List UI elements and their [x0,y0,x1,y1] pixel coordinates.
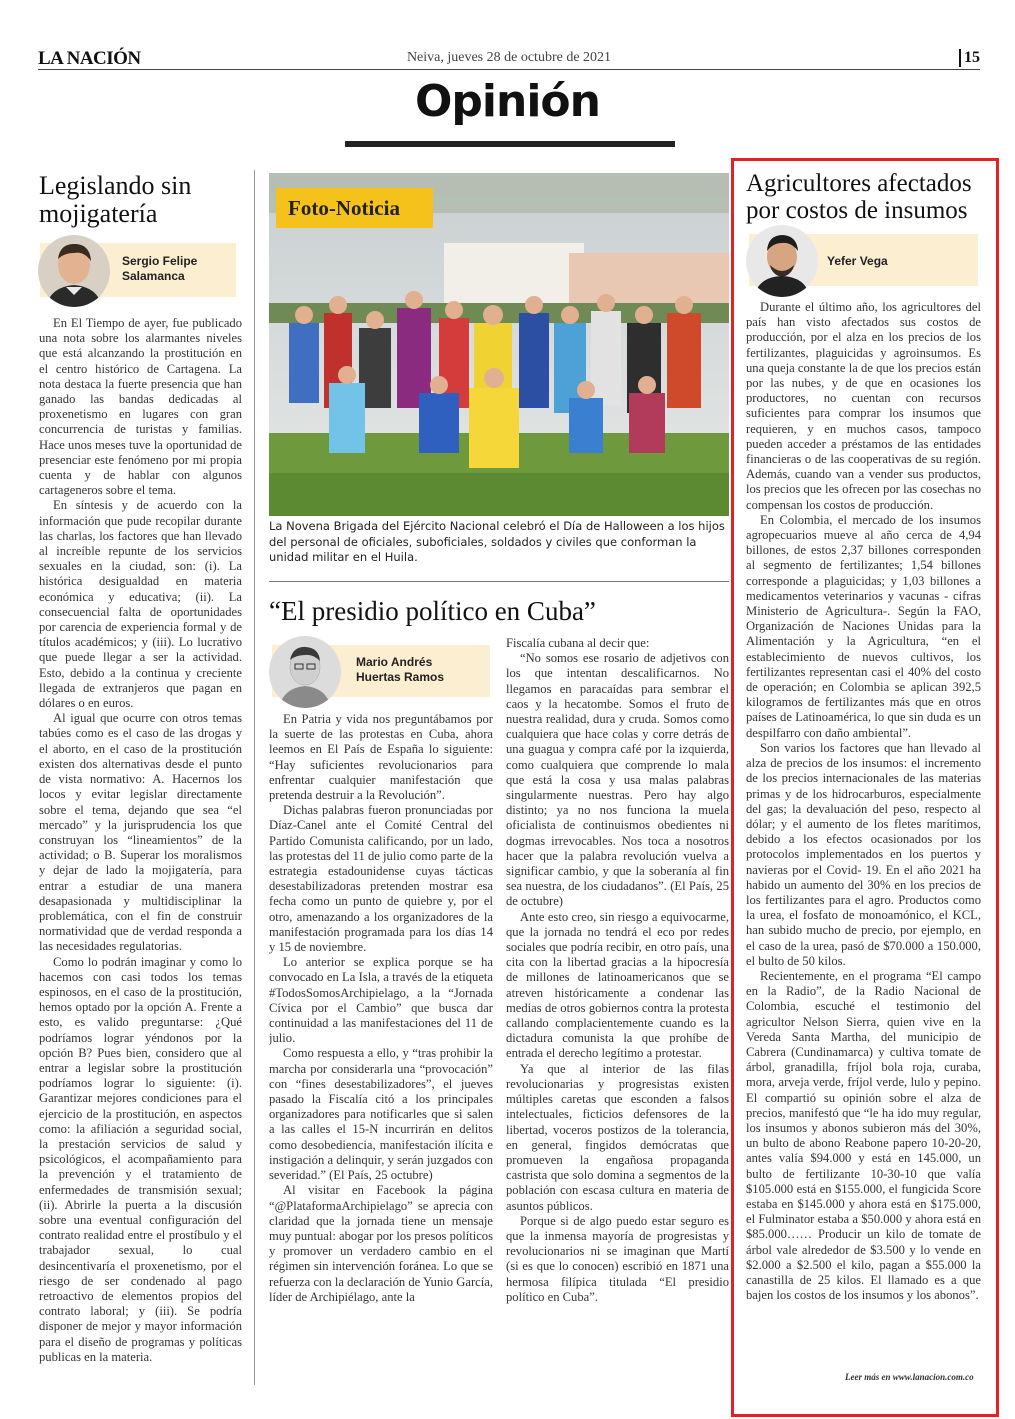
paragraph: En El Tiempo de ayer, fue publicado una nota sobre los alarmantes niveles que está alcanzando la prostitución en el centro histórico de Cartagena. La nota destaca la fuerte presencia que han ganado las bandas dedicadas al proxenetismo en lugares con gran concurrencia de turistas y familias. Hace unos meses tuve la oportunidad de presenciar este fenómeno por mi propia cuenta y de hablar con algunos cartageneros sobre el tema. [39,316,242,498]
avatar [746,225,818,297]
dateline: Neiva, jueves 28 de octubre de 2021 [406,50,612,65]
paragraph: Fiscalía cubana al decir que: [506,636,650,650]
title-rule [345,141,675,147]
left-article-body [39,316,242,1386]
paragraph: Lo anterior se explica porque se ha convocado en La Isla, a través de la etiqueta #TodosSomosArchipielago, a la “Jornada Cívica por el Cambio” que busca dar continuidad a las manifestaciones del 11 de julio. [269,955,493,1046]
read-more-link[interactable]: Leer más en www.lanacion.com.co [845,1372,974,1382]
column-divider [254,170,255,1385]
right-article-body [746,300,981,1368]
photo-news-tag: Foto-Noticia [276,188,433,228]
paragraph: Como lo podrán imaginar y como lo hacemos con casi todos los temas espinosos, en el caso de la prostitución, hemos optado por la opción A. Frente a esto, es valido preguntarse: ¿Qué podríamos lograr yéndonos por la opción B? Pues bien, considero que al entrar a legislar sobre la prostitución podríamos lograr lo siguiente: (i). Garantizar mejores condiciones para el ejercicio de la prostitución, en aspectos como: la afiliación a seguridad social, la prestación servicios de salud y psicológicos, el acompañamiento para la prevención y el tratamiento de enfermedades de transmisión sexual; (ii). Abrirle la puerta a la discusión sobre una eventual configuración del contrato realidad entre el prostíbulo y el trabajador sexual, lo cual desincentivaría el proxenetismo, por el riesgo de ser condenado al pago retroactivo de elementos propios del contrato laboral; y (iii). Se podría disponer de mejor y mayor información para el diseño de programas y políticas publicas en la materia. [39,954,242,1364]
middle-article-col2 [506,636,729,1384]
photo-caption: La Novena Brigada del Ejército Nacional celebró el Día de Halloween a los hijos del personal de oficiales, suboficiales, soldados y civiles que conforman la unidad militar en el Huila. [269,519,725,564]
paragraph: En Patria y vida nos preguntábamos por la suerte de las protestas en Cuba, ahora leemos en El País de España lo siguiente: “Hay suficientes revolucionarios para enfrentar cualquier manifestación que pretenda destruir a la Revolución”. [269,712,493,803]
paragraph: Como respuesta a ello, y “tras prohibir la marcha por considerarla una “provocación” con “fines desestabilizadores”, el jueves pasado la Fiscalía citó a los principales organizadores para notificarles que si salen a las calles el 15-N incurrirán en delitos como desobediencia, manifestación ilícita e instigación a delinquir, y serán juzgados con severidad.” (El País, 25 octubre) [269,1046,493,1183]
paragraph: Porque si de algo puedo estar seguro es que la inmensa mayoría de progresistas y revolucionarios ni se imaginan que Martí (si es que lo conocen) escribió en 1871 una hermosa filípica titulada “El presidio político en Cuba”. [506,1213,729,1304]
paragraph: En Colombia, el mercado de los insumos agropecuarios mueve al año cerca de 4,94 billones, de estos 2,37 billones corresponden al segmento de fertilizantes; 1,54 billones corresponde a plaguicidas; y 1,03 billones a medicamentos veterinarios y vacunas - cifras Ministerio de Agricultura-. Según la FAO, Organización de Naciones Unidas para la Alimentación y la Agricultura, “en el establecimiento de nuevos cultivos, los fertilizantes representan casi el 40% del costo de operación; en Colombia se aplican 392,5 kilogramos de fertilizantes más que en otros países de Latinoamérica, lo que sin duda es un despilfarro con daño ambiental”. [746,512,981,740]
masthead [38,48,980,70]
paragraph: Dichas palabras fueron pronunciadas por Díaz-Canel ante el Comité Central del Partido Comunista calificando, por un lado, las protestas del 11 de julio como parte de la estrategia estadounidense cuyas tácticas desestabilizadoras pretenden mostrar esa fecha como un punto de quiebre y, por el otro, amenazando a los organizadores de la manifestación programada para los días 14 y 15 de noviembre. [269,803,493,955]
avatar [269,636,341,708]
avatar [38,235,110,307]
left-article-title: Legislando sin mojigatería [39,171,192,228]
left-author-name: Sergio Felipe Salamanca [122,254,198,283]
paragraph: Al visitar en Facebook la página “@PlataformaArchipielago” se aprecia con claridad que la jornada tiene un mensaje muy puntual: abogar por los presos políticos y promover un verdadero cambio en el régimen sin intervención foránea. Lo que se refuerza con la declaración de Yunio García, líder de Archipiélago, ante la [269,1183,493,1304]
paragraph: Al igual que ocurre con otros temas tabúes como es el caso de las drogas y el aborto, en el caso de la prostitución existen dos alternativas desde el punto de vista normativo: A. Hacernos los locos y evitar legislar directamente sobre el tema, dejando que sea “el mercado” y la jurisprudencia los que construyan los “lineamientos” de la actividad; o B. Superar los moralismos y dejar de lado la mojigatería, para entrar a estudiar de una manera desapasionada y multidisciplinar la problemática, con el fin de construir normatividad que de verdad responda a las necesidades regulatorias. [39,711,242,954]
section-divider [269,581,729,582]
paragraph: Durante el último año, los agricultores del país han visto afectados sus costos de producción, por el alza en los precios de los fertilizantes, plaguicidas y agroinsumos. Es una queja constante la de que los precios están por las nubes, y de que en ocasiones los productores, no cuentan con recursos suficientes para comprar los insumos que requieren, y en muchos casos, tampoco pueden acceder a préstamos de las entidades financieras o de las cooperativas de su región. Además, cuando van a vender sus productos, los precios que les ofrecen por las cosechas no compensan los costos de producción. [746,300,981,512]
paragraph: Ante esto creo, sin riesgo a equivocarme, que la jornada no tendrá el eco por redes sociales que podría recibir, en otro país, una cita con la libertad gracias a la hipocresía de millones de latinoamericanos que se atreven históricamente a condenar las medias de otros gobiernos contra la protesta callando complacientemente cuando es la dictadura comunista la que prohíbe de entrada el derecho legítimo a protestar. [506,909,729,1061]
paragraph: Ya que al interior de las filas revolucionarias y progresistas existen múltiples caretas que esconden a falsos intelectuales, ficticios defensores de la libertad, voceros postizos de la tolerancia, en general, fingidos demócratas que promueven la engañosa propaganda castrista que solo domina a segmentos de la población con escasa cultura en materia de asuntos públicos. [506,1061,729,1213]
section-title: Opinión [415,76,600,127]
middle-article-col1 [269,712,493,1384]
paragraph: Recientemente, en el programa “El campo en la Radio”, de la Radio Nacional de Colombia, escuché el testimonio del agricultor Nelson Sierra, quien vive en la Vereda Santa Martha, del municipio de Cabrera (Cundinamarca) y cultiva tomate de árbol, granadilla, fríjol bola roja, curaba, mora, arveja verde, fríjol verde, lulo y pepino. El compartió su opinión sobre el alza de precios, manifestó que “le ha ido muy regular, los insumos y abonos subieron más del 30%, un bulto de abono Reabone papero 10-20-20, antes valía $94.000 y está en 145.000, un bulto de fertilizante 10-30-10 que valía $105.000 está en $155.000, el fungicida Score estaba en $145.000 y ahora está en $175.000, el Fulminator estaba a $50.000 y ahora está en $85.000…… Producir un kilo de tomate de árbol vale alrededor de $3.500 y lo vende en $2.000 a $2.500 el kilo, pagan a $55.000 la canastilla de 25 kilos. El llamado es a que bajen los costos de los insumos y los abonos”. [746,968,981,1303]
right-article-title: Agricultores afectados por costos de insumos [746,170,972,224]
middle-author-name: Mario Andrés Huertas Ramos [356,655,445,684]
paragraph: “No somos ese rosario de adjetivos con los que intentan descalificarnos. No llegamos en paracaídas para sembrar el caos y la hecatombe. Somos el fruto de nuestra realidad, dura y cruda. Somos como cualquiera que hace colas y corre detrás de una guagua y compra café por la izquierda, como cualquiera que comprende lo mala que está la cosa y usa malas palabras singularmente nuestras. Pero hay algo distinto; ya no nos funciona la muela oficialista de continuismos obedientes ni dogmas irrevocables. Nos toca a nosotros hacer que la palabra revolución vuelva a significar cambio, y que la soberanía al fin sea nuestra, de los ciudadanos”. (El País, 25 de octubre) [506,651,729,909]
page-number: 15 [959,49,980,67]
middle-article-title: “El presidio político en Cuba” [269,596,596,626]
paragraph: Son varios los factores que han llevado al alza de precios de los insumos: el incremento de los precios internacionales de las materias primas y de los hidrocarburos, especialmente del gas; la devaluación del peso, respecto al dólar; y el aumento de los fletes marítimos, debido a los efectos ocasionados por los protocolos implementados en los puertos y navieras por el Covid- 19. En el año 2021 ha habido un aumento del 30% en los precios de los fertilizantes para el agro. Productos como la urea, el fosfato de monoamónico, el KCL, han subido mucho de precio, por ejemplo, en el caso de la urea, pasó de $70.000 a 150.000, el bulto de 50 kilos. [746,740,981,968]
right-author-name: Yefer Vega [827,254,888,268]
newspaper-logo: LA NACIÓN [38,48,141,69]
paragraph: En síntesis y de acuerdo con la información que pude recopilar durante las charlas, los factores que han llevado al increíble repunte de los servicios sexuales en la ciudad, son: (i). La histórica desigualdad en materia económica y educativa; (ii). La consecuencial falta de oportunidades por carencia de experiencia formal y de títulos académicos; y (iii). Lo lucrativo que puede llegar a ser la actividad. Esto, debido a la continua y creciente llegada de extranjeros que pagan en dólares o en euros. [39,498,242,711]
